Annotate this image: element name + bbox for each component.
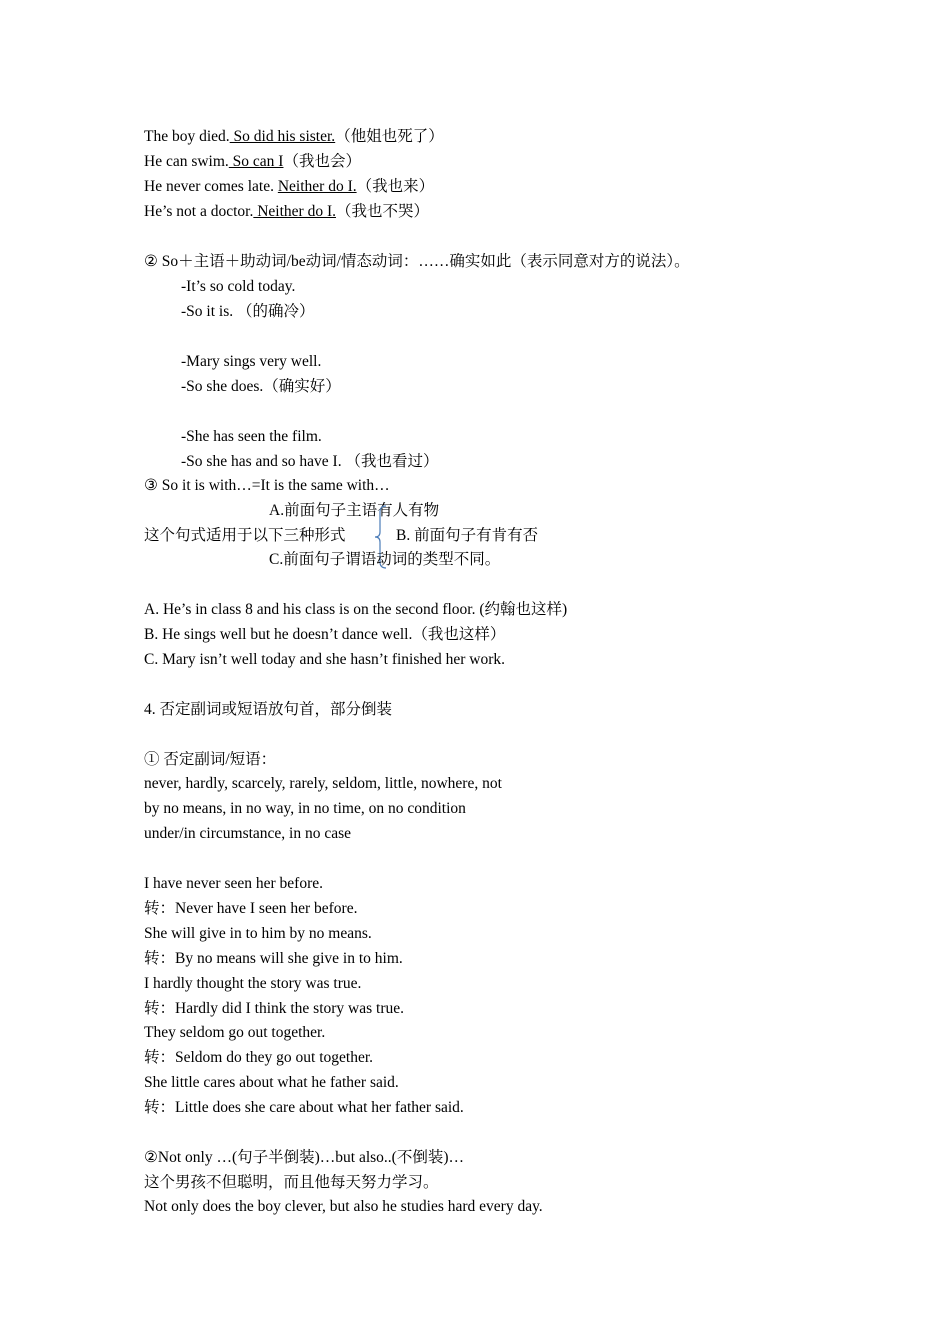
transform-line: I have never seen her before. — [144, 875, 324, 892]
underlined-response: So did his sister. — [229, 128, 336, 145]
form-item-c: C.前面句子谓语动词的类型不同。 — [269, 551, 501, 568]
transform-line: She will give in to him by no means. — [144, 925, 372, 942]
transform-line: 转：Little does she care about what her father said. — [144, 1099, 464, 1116]
form-item-a: A.前面句子主语有人有物 — [269, 502, 440, 519]
word-list-line: never, hardly, scarcely, rarely, seldom, little, nowhere, not — [144, 775, 502, 792]
example-line — [144, 151, 361, 173]
dialog-line: -She has seen the film. — [181, 428, 322, 445]
example-line — [144, 126, 444, 148]
dialog-line: -It’s so cold today. — [181, 278, 296, 295]
transform-line: I hardly thought the story was true. — [144, 975, 362, 992]
example-line — [144, 201, 429, 223]
transform-line: 转：By no means will she give in to him. — [144, 950, 403, 967]
dialog-line: -Mary sings very well. — [181, 353, 322, 370]
underlined-response: Neither do I. — [277, 178, 357, 195]
chinese-example: 这个男孩不但聪明，而且他每天努力学习。 — [144, 1174, 439, 1191]
transform-line: 转：Hardly did I think the story was true. — [144, 1000, 405, 1017]
example-line: A. He’s in class 8 and his class is on the second floor. (约翰也这样) — [144, 601, 568, 618]
underlined-response: So can I — [228, 153, 284, 170]
dialog-line: -So it is. （的确冷） — [181, 303, 315, 320]
translation: （我也会） — [283, 153, 361, 170]
section-heading: ③ So it is with…=It is the same with… — [144, 477, 390, 494]
example-line: B. He sings well but he doesn’t dance well.（我也这样） — [144, 626, 506, 643]
sub-heading: ① 否定副词/短语： — [144, 751, 277, 768]
word-list-line: under/in circumstance, in no case — [144, 825, 352, 842]
transform-line: 转：Never have I seen her before. — [144, 900, 358, 917]
section-heading: ② So＋主语＋助动词/be动词/情态动词：……确实如此（表示同意对方的说法）。 — [144, 253, 690, 270]
dialog-line: -So she has and so have I. （我也看过） — [181, 453, 439, 470]
sentence: The boy died. — [144, 128, 230, 145]
example-line: C. Mary isn’t well today and she hasn’t finished her work. — [144, 651, 506, 668]
sentence: He’s not a doctor. — [144, 203, 254, 220]
translation: （他姐也死了） — [335, 128, 444, 145]
sentence: He can swim. — [144, 153, 229, 170]
sub-heading: ②Not only …(句子半倒装)…but also..(不倒装)… — [144, 1149, 464, 1166]
form-item-b: B. 前面句子有肯有否 — [396, 527, 539, 544]
word-list-line: by no means, in no way, in no time, on no condition — [144, 800, 466, 817]
sentence: He never comes late. — [144, 178, 278, 195]
transform-line: She little cares about what he father said. — [144, 1074, 399, 1091]
section-heading: 4. 否定副词或短语放句首，部分倒装 — [144, 701, 393, 718]
translation: （我也不哭） — [335, 203, 429, 220]
transform-line: They seldom go out together. — [144, 1024, 326, 1041]
translation: （我也来） — [356, 178, 435, 195]
underlined-response: Neither do I. — [253, 203, 336, 220]
transform-line: 转：Seldom do they go out together. — [144, 1049, 374, 1066]
forms-intro: 这个句式适用于以下三种形式 — [144, 527, 346, 544]
english-example: Not only does the boy clever, but also he studies hard every day. — [144, 1198, 543, 1215]
dialog-line: -So she does.（确实好） — [181, 378, 341, 395]
example-line — [144, 176, 434, 198]
